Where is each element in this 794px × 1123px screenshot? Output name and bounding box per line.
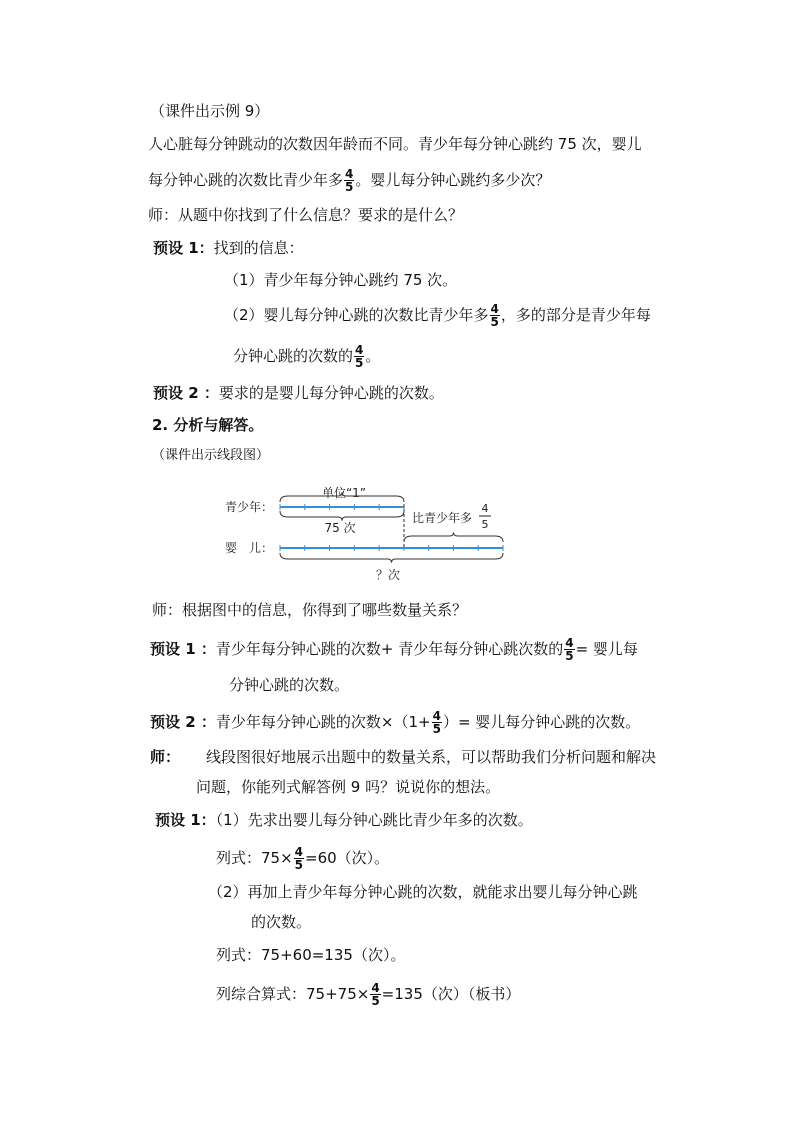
teacher-question-2: 师：根据图中的信息，你得到了哪些数量关系？ <box>152 601 468 619</box>
info-2 <box>224 303 651 328</box>
combined-formula <box>216 982 520 1007</box>
fraction <box>432 710 442 735</box>
fraction-numerator: 4 <box>432 709 441 723</box>
text: 青少年每分钟心跳的次数×（1+ <box>215 713 431 731</box>
text: ，多的部分是青少年每 <box>500 306 651 324</box>
text: = 婴儿每 <box>575 640 638 658</box>
more-brace <box>404 532 503 542</box>
text: 。婴儿每分钟心跳约多少次？ <box>355 171 551 189</box>
relation-1-cont: 分钟心跳的次数。 <box>229 676 350 694</box>
fraction <box>490 303 500 328</box>
preset-2-line <box>153 383 444 403</box>
problem-text-line-2 <box>148 168 550 193</box>
total-label: ？次 <box>375 568 401 582</box>
fraction-denominator: 5 <box>481 518 489 531</box>
fraction <box>344 168 354 193</box>
preset-label: 预设 2 ： <box>153 384 219 402</box>
fraction-denominator: 5 <box>294 858 304 872</box>
fraction-numerator: 4 <box>481 502 489 515</box>
fraction-numerator: 4 <box>490 302 499 316</box>
baby-label: 婴 儿： <box>225 541 274 555</box>
problem-text-line-1: 人心脏每分钟跳动的次数因年龄而不同。青少年每分钟心跳约 75 次，婴儿 <box>148 135 642 153</box>
text: 分钟心跳的次数的 <box>233 347 354 365</box>
diagram-fraction <box>479 502 491 531</box>
diagram-lines <box>280 492 503 562</box>
text: 找到的信息： <box>213 239 304 257</box>
teacher-guidance <box>150 747 656 767</box>
teacher-label: 师： <box>150 748 181 766</box>
preset-label: 预设 1： <box>155 811 216 829</box>
diagram-caption: （课件出示线段图） <box>152 448 270 463</box>
text: 列式：75× <box>216 849 293 867</box>
teen-label: 青少年： <box>225 500 274 514</box>
fraction-denominator: 5 <box>345 180 354 194</box>
example-caption: （课件出示例 9） <box>150 102 270 120</box>
text: 列综合算式：75+75× <box>216 985 370 1003</box>
relation-2 <box>150 710 640 735</box>
text: 要求的是婴儿每分钟心跳的次数。 <box>218 384 444 402</box>
segment-diagram <box>220 478 520 588</box>
text: 青少年每分钟心跳的次数+ 青少年每分钟心跳次数的 <box>215 640 564 658</box>
text: ）= 婴儿每分钟心跳的次数。 <box>442 713 641 731</box>
more-label: 比青少年多 <box>412 511 473 525</box>
fraction <box>294 846 304 871</box>
fraction-numerator: 4 <box>294 845 304 859</box>
formula-1 <box>216 846 389 871</box>
teen-count-label: 75 次 <box>324 521 356 535</box>
solution-step-2: （2）再加上青少年每分钟心跳的次数，就能求出婴儿每分钟心跳 <box>208 883 638 901</box>
fraction-denominator: 5 <box>490 315 499 329</box>
solution-step-1 <box>155 810 533 830</box>
text: （2）婴儿每分钟心跳的次数比青少年多 <box>224 306 489 324</box>
preset-1-line <box>153 238 304 258</box>
fraction-numerator: 4 <box>565 636 574 650</box>
fraction <box>564 637 574 662</box>
info-1: （1）青少年每分钟心跳约 75 次。 <box>224 271 458 289</box>
preset-label: 预设 1： <box>153 239 214 257</box>
fraction-denominator: 5 <box>371 994 380 1008</box>
preset-label: 预设 1 ： <box>150 640 216 658</box>
text: 每分钟心跳的次数比青少年多 <box>148 171 344 189</box>
info-2-cont <box>233 344 380 369</box>
text: =60（次）。 <box>305 849 390 867</box>
fraction <box>370 982 380 1007</box>
fraction-numerator: 4 <box>371 981 380 995</box>
fraction-denominator: 5 <box>565 649 574 663</box>
text: 。 <box>365 347 381 365</box>
fraction <box>354 344 364 369</box>
unit-label: 单位“1” <box>321 486 367 500</box>
teacher-question: 师：从题中你找到了什么信息？要求的是什么？ <box>148 206 464 224</box>
text: =135（次）（板书） <box>381 985 521 1003</box>
section-heading: 2. 分析与解答。 <box>152 416 264 434</box>
teen-count-brace <box>280 511 404 521</box>
solution-step-2-cont: 的次数。 <box>251 913 312 931</box>
fraction-numerator: 4 <box>355 343 364 357</box>
formula-2: 列式：75+60=135（次）。 <box>216 946 406 964</box>
total-brace <box>280 553 503 563</box>
fraction-denominator: 5 <box>432 722 441 736</box>
teacher-guidance-cont: 问题，你能列式解答例 9 吗？说说你的想法。 <box>196 778 501 796</box>
preset-label: 预设 2 ： <box>150 713 216 731</box>
text: 线段图很好地展示出题中的数量关系，可以帮助我们分析问题和解决 <box>206 748 657 766</box>
relation-1 <box>150 637 638 662</box>
fraction-numerator: 4 <box>345 167 354 181</box>
fraction-denominator: 5 <box>355 356 364 370</box>
text: （1）先求出婴儿每分钟心跳比青少年多的次数。 <box>215 811 533 829</box>
